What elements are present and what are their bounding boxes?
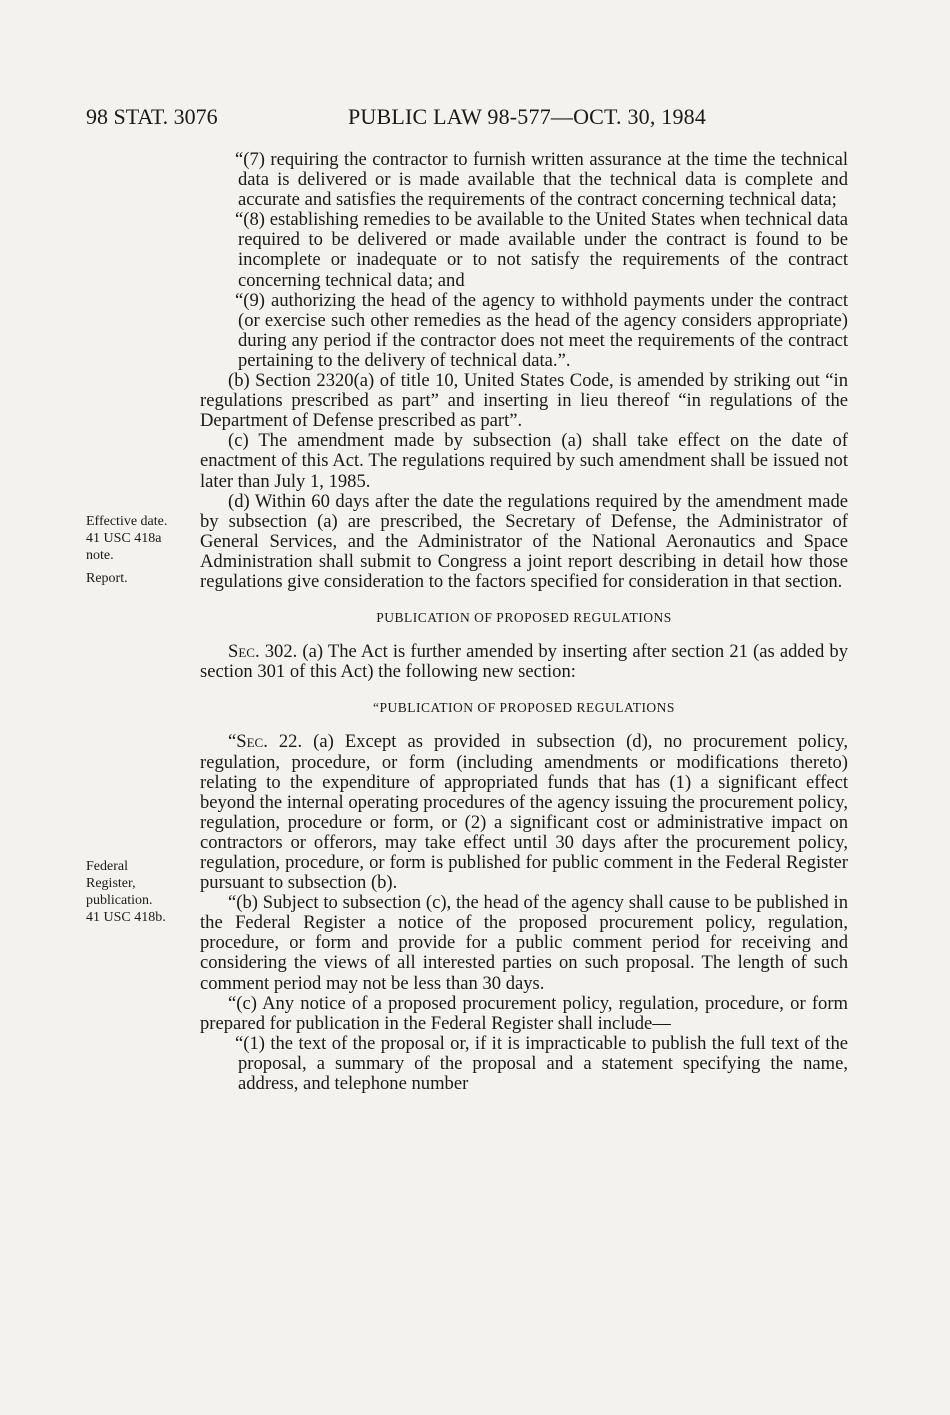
margin-note-effective-date: Effective date. 41 USC 418a note. bbox=[86, 514, 168, 563]
section-302: Sec. 302. (a) The Act is further amended by inserting after section 21 (as added by section 301 of this Act) the following new section: bbox=[200, 641, 848, 683]
margin-note-federal-register: Federal Register, publication. 41 USC 418b. bbox=[86, 859, 166, 925]
running-title: PUBLIC LAW 98-577—OCT. 30, 1984 bbox=[348, 104, 707, 129]
statute-page-number: 98 STAT. 3076 bbox=[86, 104, 218, 129]
section-22-b: “(b) Subject to subsection (c), the head of the agency shall cause to be published in the Federal Register a notice of the proposed procurement policy, regulation, procedure, or form and provide for a public comment period for receiving and considering the views of all interested parties on such proposal. The length of such comment period may not be less than 30 days. bbox=[200, 892, 848, 994]
document-body bbox=[200, 150, 848, 1094]
paragraph-b: (b) Section 2320(a) of title 10, United States Code, is amended by striking out “in regulations prescribed as part” and inserting in lieu thereof “in regulations of the Department of Defense prescribed as part”. bbox=[200, 370, 848, 432]
section-heading-quoted: “PUBLICATION OF PROPOSED REGULATIONS bbox=[373, 700, 675, 716]
paragraph-c: (c) The amendment made by subsection (a) shall take effect on the date of enactment of this Act. The regulations required by such amendment shall be issued not later than July 1, 1985. bbox=[200, 430, 848, 492]
section-heading-publication: PUBLICATION OF PROPOSED REGULATIONS bbox=[376, 610, 672, 626]
section-22-a: “Sec. 22. (a) Except as provided in subsection (d), no procurement policy, regulation, procedure, or form (including amendments or modifications thereto) relating to the expenditure of appropriated funds that has (1) a significant effect beyond the internal operating procedures of the agency issuing the procurement policy, regulation, procedure or form, or (2) a significant cost or administrative impact on contractors or offerors, may take effect until 30 days after the procurement policy, regulation, procedure, or form is published for public comment in the Federal Register pursuant to subsection (b). bbox=[200, 731, 848, 894]
paragraph-8: “(8) establishing remedies to be available to the United States when technical data required to be delivered or made available under the contract is found to be incomplete or inadequate or to not satisfy the requirements of the contract concerning technical data; and bbox=[235, 209, 848, 291]
margin-note-report: Report. bbox=[86, 571, 128, 586]
paragraph-d: (d) Within 60 days after the date the regulations required by the amendment made by subsection (a) are prescribed, the Secretary of Defense, the Administrator of General Services, and the Administrator of the National Aeronautics and Space Administration shall submit to Congress a joint report describing in detail how those regulations give consideration to the factors specified for consideration in that section. bbox=[200, 490, 848, 592]
section-22-c-1: “(1) the text of the proposal or, if it is impracticable to publish the full text of the proposal, a summary of the proposal and a statement specifying the name, address, and telephone number bbox=[235, 1032, 848, 1095]
paragraph-7: “(7) requiring the contractor to furnish written assurance at the time the technical data is delivered or is made available that the technical data is complete and accurate and satisfies the requirements of the contract concerning technical data; bbox=[235, 149, 848, 211]
section-22-c: “(c) Any notice of a proposed procurement policy, regulation, procedure, or form prepared for publication in the Federal Register shall include— bbox=[200, 992, 848, 1034]
section-label: “Sec. bbox=[228, 731, 268, 753]
paragraph-9: “(9) authorizing the head of the agency to withhold payments under the contract (or exercise such other remedies as the head of the agency considers appropriate) during any period if the contractor does not meet the requirements of the contract pertaining to the delivery of technical data.”. bbox=[235, 289, 848, 371]
section-label: Sec. bbox=[228, 641, 260, 663]
